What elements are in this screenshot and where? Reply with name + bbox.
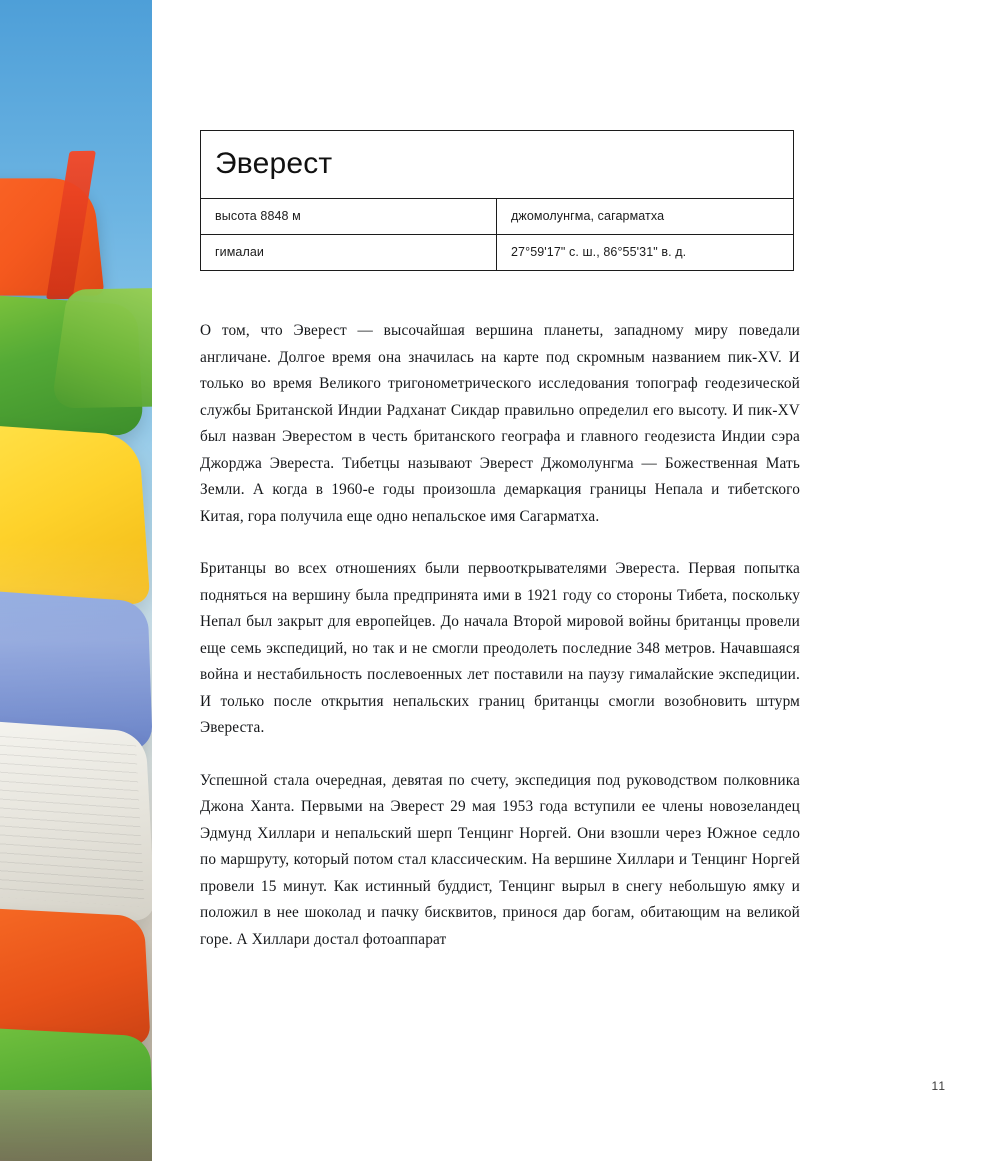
fact-range: гималаи	[201, 235, 497, 270]
flag-green-upper-2	[51, 288, 152, 409]
article-body	[200, 318, 800, 953]
paragraph-3: Успешной стала очередная, девятая по счету, экспедиция под руководством полковника Джона Ханта. Первыми на Эверест 29 мая 1953 года вступили ее члены новозеландец Эдмунд Хиллари и непальский шерп Тенцинг Норгей. Они взошли через Южное седло по маршруту, который потом стал классическим. На вершине Хиллари и Тенцинг Норгей провели 15 минут. Как истинный буддист, Тенцинг вырыл в снегу небольшую ямку и положил в нее шоколад и пачку бисквитов, принося дар богам, обитающим на великой горе. А Хиллари достал фотоаппарат	[200, 771, 800, 948]
prayer-flags-photo	[0, 0, 152, 1161]
page-number: 11	[931, 1079, 946, 1093]
ground-foreground	[0, 1090, 152, 1161]
paragraph-2: Британцы во всех отношениях были первооткрывателями Эвереста. Первая попытка подняться на вершину была предпринята ими в 1921 году со стороны Тибета, поскольку Непал был закрыт для европейцев. До начала Второй мировой войны британцы провели еще семь экспедиций, но так и не смогли преодолеть последние 348 метров. Начавшаяся война и нестабильность послевоенных лет поставили на паузу гималайские экспедиции. И только после открытия непальских границ британцы смогли возобновить штурм Эвереста.	[200, 560, 800, 736]
fact-box-row-2	[201, 235, 793, 270]
fact-box	[200, 130, 794, 271]
fact-box-row-1	[201, 199, 793, 235]
fact-coordinates: 27°59'17" с. ш., 86°55'31" в. д.	[511, 245, 687, 259]
page-title: Эверест	[215, 147, 333, 180]
flag-white	[0, 720, 152, 922]
fact-height: высота 8848 м	[201, 199, 497, 234]
page-content	[152, 0, 1000, 1161]
fact-box-title-row	[201, 131, 793, 199]
flag-yellow	[0, 425, 151, 606]
fact-alt-names: джомолунгма, сагарматха	[511, 209, 665, 223]
paragraph-1: О том, что Эверест — высочайшая вершина планеты, западному миру поведали англичане. Долгое время она значилась на карте под скромным названием пик-XV. И только во время Великого тригонометрического исследования топограф геодезической службы Британской Индии Радханат Сикдар правильно определил его высоту. И пик-XV был назван Эверестом в честь британского географа и главного геодезиста Индии сэра Джорджа Эвереста. Тибетцы называют Эверест Джомолунгма — Божественная Мать Земли. А когда в 1960-е годы произошла демаркация границы Непала и тибетского Китая, гора получила еще одно непальское имя Сагарматха.	[200, 322, 800, 525]
flag-orange-lower	[0, 908, 151, 1047]
